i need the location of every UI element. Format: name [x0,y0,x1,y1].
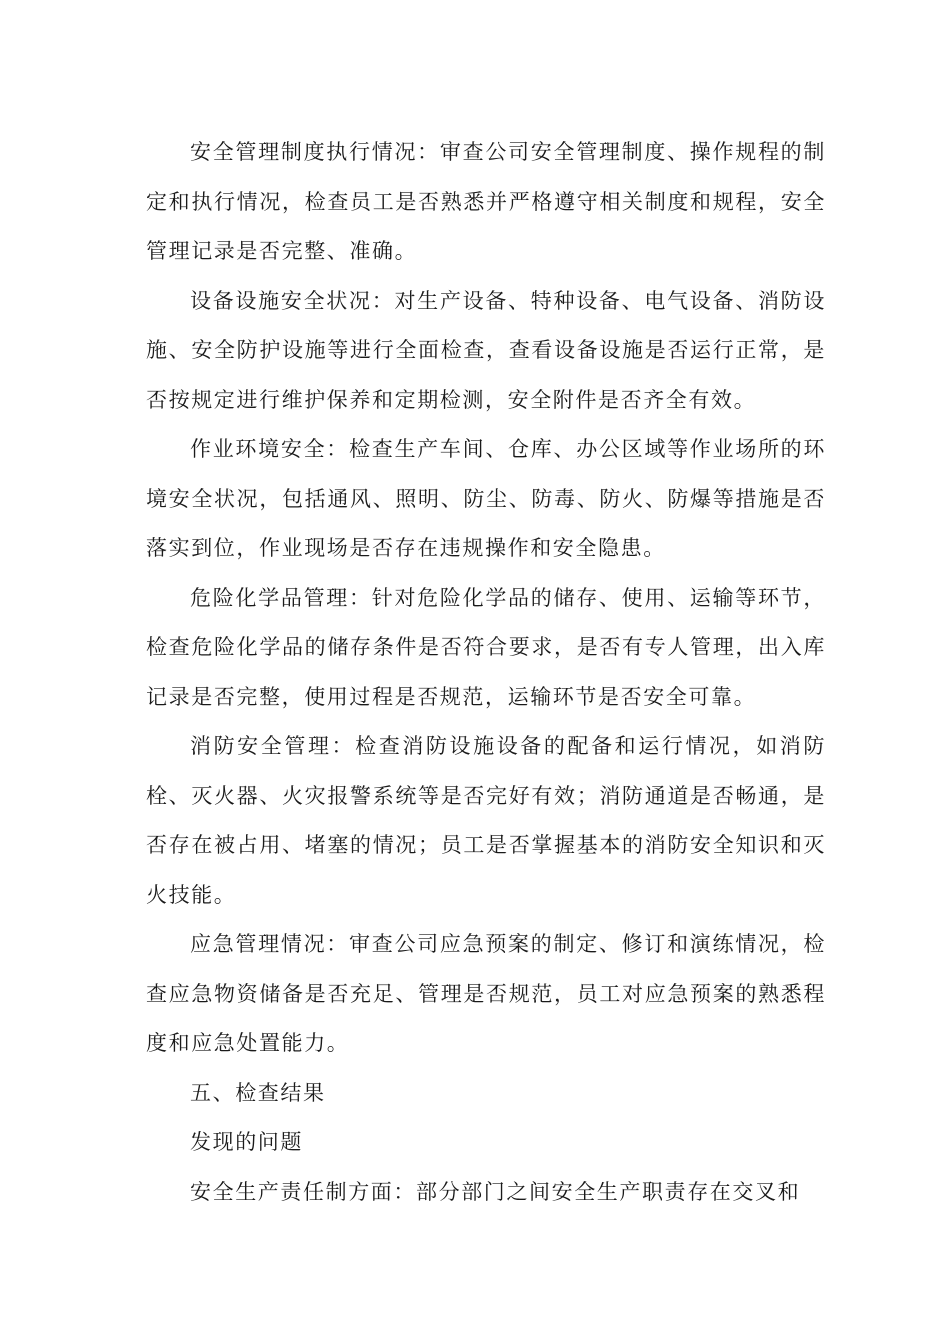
paragraph-fire-safety: 消防安全管理：检查消防设施设备的配备和运行情况，如消防栓、灭火器、火灾报警系统等是否完好有效；消防通道是否畅通，是否存在被占用、堵塞的情况；员工是否掌握基本的消防安全知识和灭火技能。 [146,734,826,907]
paragraph-emergency-management: 应急管理情况：审查公司应急预案的制定、修订和演练情况，检查应急物资储备是否充足、管理是否规范，员工对应急预案的熟悉程度和应急处置能力。 [146,932,826,1055]
section-heading-results: 五、检查结果 [190,1080,326,1105]
paragraph-responsibility-system: 安全生产责任制方面：部分部门之间安全生产职责存在交叉和 [190,1179,801,1204]
subheading-problems-found: 发现的问题 [190,1130,303,1154]
paragraph-equipment-safety: 设备设施安全状况：对生产设备、特种设备、电气设备、消防设施、安全防护设施等进行全面检查，查看设备设施是否运行正常，是否按规定进行维护保养和定期检测，安全附件是否齐全有效。 [146,288,826,412]
paragraph-safety-management-system: 安全管理制度执行情况：审查公司安全管理制度、操作规程的制定和执行情况，检查员工是否熟悉并严格遵守相关制度和规程，安全管理记录是否完整、准确。 [146,140,826,263]
paragraph-work-environment: 作业环境安全：检查生产车间、仓库、办公区域等作业场所的环境安全状况，包括通风、照明、防尘、防毒、防火、防爆等措施是否落实到位，作业现场是否存在违规操作和安全隐患。 [146,437,826,560]
paragraph-hazardous-chemicals: 危险化学品管理：针对危险化学品的储存、使用、运输等环节，检查危险化学品的储存条件是否符合要求，是否有专人管理，出入库记录是否完整，使用过程是否规范，运输环节是否安全可靠。 [146,585,826,709]
document-page [146,128,826,1217]
